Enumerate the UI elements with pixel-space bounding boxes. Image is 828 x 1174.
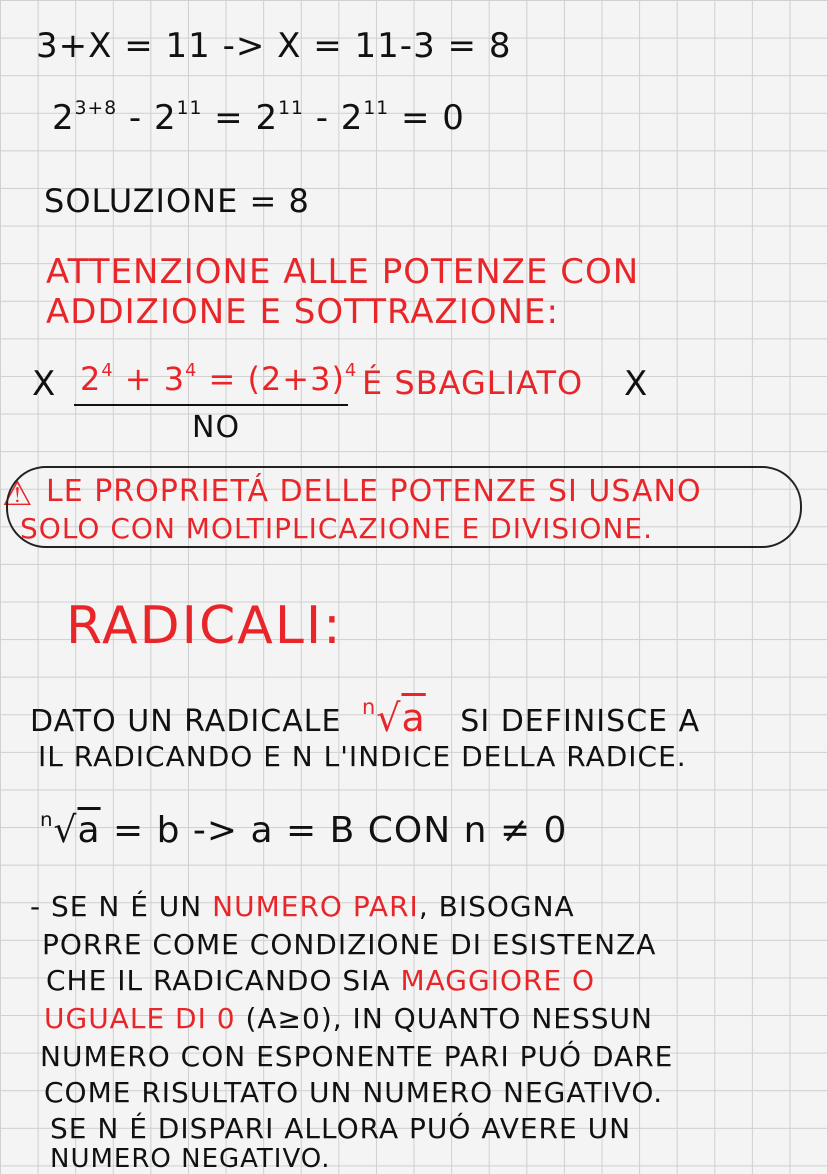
solution-line: SOLUZIONE = 8: [44, 182, 310, 220]
paragraph-line-7: SE N É DISPARI ALLORA PUÓ AVERE UN: [50, 1112, 632, 1145]
wrong-mark-right: X: [624, 364, 649, 404]
minus-term: - 2: [303, 98, 364, 138]
paragraph-line-3: [46, 964, 595, 997]
text: CHE IL RADICANDO SIA: [46, 964, 401, 997]
exponent: 11: [176, 97, 203, 119]
attention-line-2: ADDIZIONE E SOTTRAZIONE:: [46, 292, 559, 332]
index: n: [361, 695, 377, 720]
radicand: a: [77, 810, 101, 851]
highlight: UGUALE DI 0: [44, 1002, 236, 1035]
fraction-bar: [74, 404, 348, 406]
paragraph-line-4: [44, 1002, 653, 1035]
paragraph-line-1: [30, 890, 575, 923]
definition-line-1: [30, 696, 700, 740]
text: , BISOGNA: [418, 890, 575, 923]
paragraph-line-8: NUMERO NEGATIVO.: [50, 1144, 331, 1174]
exponent: 4: [185, 360, 198, 381]
equation-line-2: [52, 98, 465, 138]
text: (A≥0), IN QUANTO NESSUN: [235, 1002, 653, 1035]
exponent: 4: [344, 360, 358, 381]
exponent: 4: [101, 360, 114, 381]
paragraph-line-5: NUMERO CON ESPONENTE PARI PUÓ DARE: [40, 1040, 674, 1073]
text: DATO UN RADICALE: [30, 704, 342, 739]
attention-line-1: ATTENZIONE ALLE POTENZE CON: [46, 252, 640, 292]
exponent: 11: [278, 97, 304, 119]
no-label: NO: [192, 410, 241, 445]
minus-term: - 2: [117, 98, 177, 138]
term: 2: [80, 360, 102, 398]
paragraph-line-6: COME RISULTATO UN NUMERO NEGATIVO.: [44, 1076, 664, 1109]
warning-icon: ⚠: [2, 474, 33, 514]
wrong-formula: [80, 360, 357, 398]
wrong-mark-left: X: [32, 364, 57, 404]
result-zero: = 0: [389, 98, 465, 138]
index: n: [40, 808, 54, 832]
equation-line-1: 3+X = 11 -> X = 11-3 = 8: [36, 26, 512, 66]
rule-box-line-2: SOLO CON MOLTIPLICAZIONE E DIVISIONE.: [20, 512, 653, 545]
section-title-radicali: RADICALI:: [66, 596, 343, 656]
exponent: 11: [363, 97, 390, 119]
highlight: MAGGIORE O: [400, 964, 596, 997]
definition-line-2: IL RADICANDO E N L'INDICE DELLA RADICE.: [38, 740, 687, 773]
wrong-label: É SBAGLIATO: [362, 364, 584, 402]
highlight: NUMERO PARI: [212, 890, 419, 923]
paragraph-line-2: PORRE COME CONDIZIONE DI ESISTENZA: [42, 928, 657, 961]
term: + 3: [113, 360, 186, 398]
equals-term: = 2: [202, 98, 279, 138]
root-formula: $^n$√a = b -> a = B CON n ≠ 0: [40, 808, 568, 851]
text: - SE N É UN: [30, 890, 213, 923]
text: SI DEFINISCE A: [460, 704, 701, 739]
radicand: a: [401, 696, 426, 740]
formula-rest: = b -> a = B CON n ≠ 0: [113, 810, 568, 851]
radical-symbol: $^n$√a: [361, 695, 426, 740]
term: = (2+3): [197, 360, 345, 398]
base-2: 2: [52, 98, 75, 138]
rule-box-line-1: LE PROPRIETÁ DELLE POTENZE SI USANO: [46, 474, 702, 509]
exponent: 3+8: [74, 97, 118, 119]
